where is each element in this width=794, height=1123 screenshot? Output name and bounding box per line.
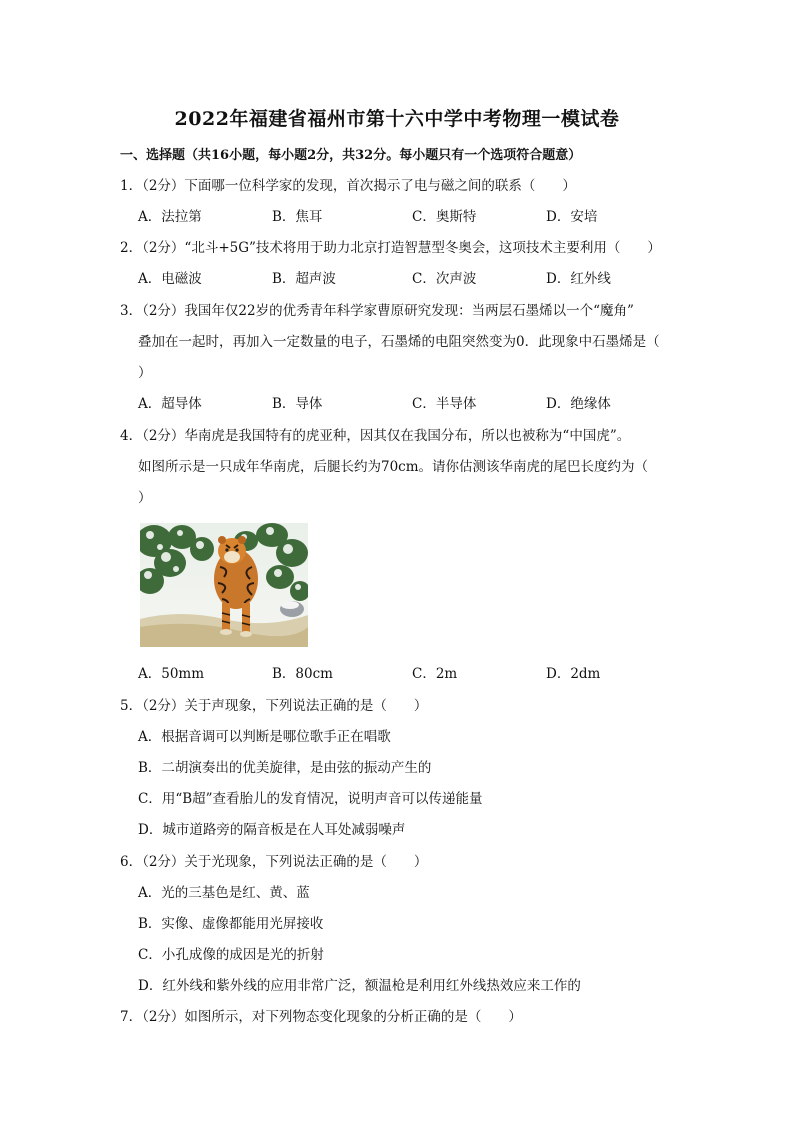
q4-option-c: C．2m <box>412 666 458 682</box>
page-title: 2022年福建省福州市第十六中学中考物理一模试卷 <box>174 108 620 130</box>
question-3-text-line2: 叠加在一起时，再加入一定数量的电子，石墨烯的电阻突然变为0．此现象中石墨烯是（ <box>138 334 660 350</box>
q5-option-d: D．城市道路旁的隔音板是在人耳处减弱噪声 <box>138 822 406 838</box>
q3-option-b: B．导体 <box>272 396 323 412</box>
q6-option-d: D．红外线和紫外线的应用非常广泛，额温枪是利用红外线热效应来工作的 <box>138 978 581 994</box>
question-1-text: 1．（2分）下面哪一位科学家的发现，首次揭示了电与磁之间的联系（ ） <box>120 178 576 194</box>
section-heading: 一、选择题（共16小题，每小题2分，共32分。每小题只有一个选项符合题意） <box>120 148 582 163</box>
q6-option-b: B．实像、虚像都能用光屏接收 <box>138 916 324 932</box>
q4-option-a: A．50mm <box>138 666 205 682</box>
q2-option-a: A．电磁波 <box>138 271 202 287</box>
q5-option-a: A．根据音调可以判断是哪位歌手正在唱歌 <box>138 729 391 745</box>
question-3-text-line3: ） <box>138 365 152 381</box>
q1-option-c: C．奥斯特 <box>412 209 477 225</box>
question-4-text-line2: 如图所示是一只成年华南虎，后腿长约为70cm。请你估测该华南虎的尾巴长度约为（ <box>138 459 649 475</box>
q4-option-b: B．80cm <box>272 666 333 682</box>
question-6-text: 6．（2分）关于光现象，下列说法正确的是（ ） <box>120 854 428 870</box>
question-4-text-line3: ） <box>138 490 152 506</box>
q5-option-c: C．用“B超”查看胎儿的发育情况，说明声音可以传递能量 <box>138 791 483 807</box>
tiger-photo <box>140 523 308 647</box>
q2-option-c: C．次声波 <box>412 271 477 287</box>
q1-option-b: B．焦耳 <box>272 209 323 225</box>
q3-option-a: A．超导体 <box>138 396 202 412</box>
question-5-text: 5．（2分）关于声现象，下列说法正确的是（ ） <box>120 698 428 714</box>
question-3-text: 3．（2分）我国年仅22岁的优秀青年科学家曹原研究发现：当两层石墨烯以一个“魔角” <box>120 303 634 319</box>
question-7-text: 7．（2分）如图所示，对下列物态变化现象的分析正确的是（ ） <box>120 1009 522 1025</box>
q3-option-d: D．绝缘体 <box>546 396 611 412</box>
q3-option-c: C．半导体 <box>412 396 477 412</box>
q1-option-a: A．法拉第 <box>138 209 202 225</box>
q2-option-d: D．红外线 <box>546 271 611 287</box>
q6-option-a: A．光的三基色是红、黄、蓝 <box>138 885 310 901</box>
question-2-text: 2．（2分）“北斗+5G”技术将用于助力北京打造智慧型冬奥会，这项技术主要利用（ ） <box>120 240 661 256</box>
q2-option-b: B．超声波 <box>272 271 336 287</box>
q5-option-b: B．二胡演奏出的优美旋律，是由弦的振动产生的 <box>138 760 432 776</box>
q4-option-d: D．2dm <box>546 666 601 682</box>
q1-option-d: D．安培 <box>546 209 598 225</box>
question-4-text: 4．（2分）华南虎是我国特有的虎亚种，因其仅在我国分布，所以也被称为“中国虎”。 <box>120 428 631 444</box>
q6-option-c: C．小孔成像的成因是光的折射 <box>138 947 324 963</box>
